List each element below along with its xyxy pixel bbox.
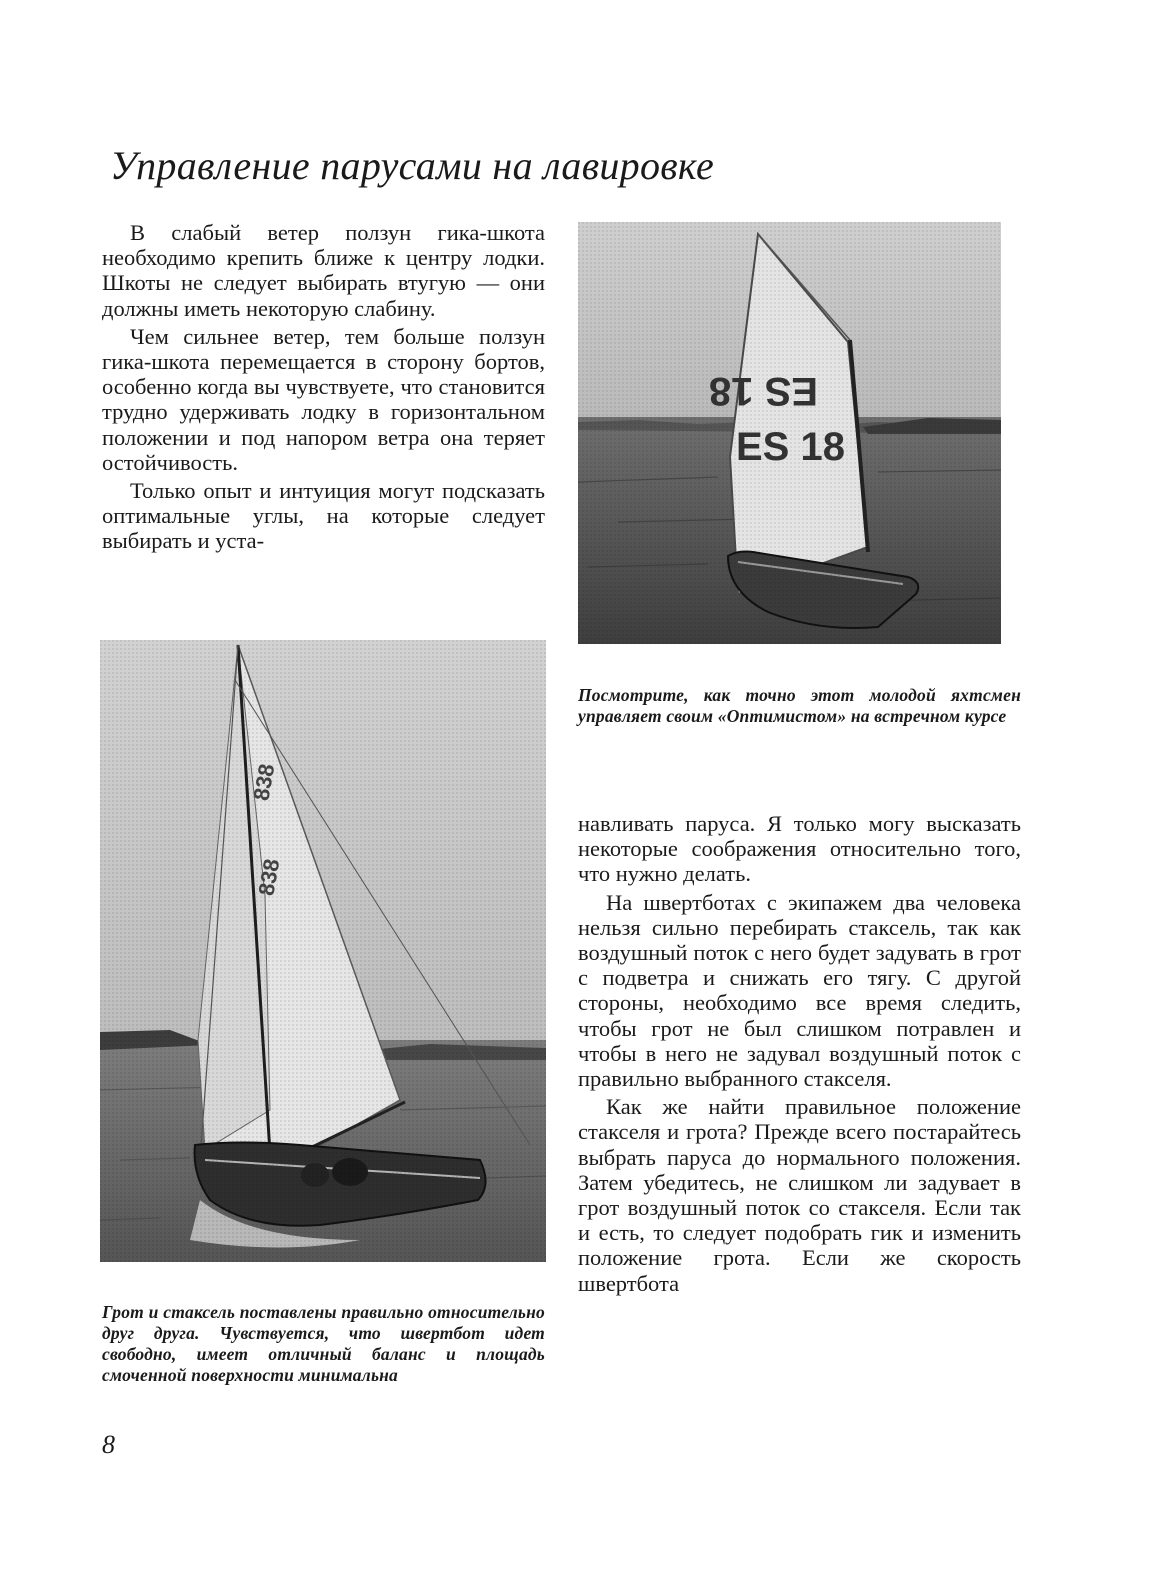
optimist-photo-image [578,222,1001,644]
sailboat-photo [100,640,546,1262]
sailboat-photo-caption: Грот и стаксель поставлены правильно относительно друг друга. Чувствуется, что швертбот идет свободно, имеет отличный баланс и площадь смоченной поверхности минимальна [102,1302,545,1385]
paragraph: В слабый ветер ползун гика-шкота необходимо крепить ближе к центру лодки. Шкоты не следует выбирать втугую — они должны иметь некоторую слабину. [102,220,545,321]
left-text-column [102,220,545,554]
paragraph-continuation: навливать паруса. Я только могу высказать некоторые соображения относительно того, что нужно делать. [578,811,1021,887]
paragraph: Чем сильнее ветер, тем больше ползун гика-шкота перемещается в сторону бортов, особенно когда вы чувствуете, что становится трудно удерживать лодку в горизонтальном положении и под напором ветра она теряет остойчивость. [102,323,545,475]
optimist-photo [578,222,1001,644]
paragraph: На швертботах с экипажем два человека нельзя сильно перебирать стаксель, так как воздушный поток с него будет задувать в грот с подветра и снижать его тягу. С другой стороны, необходимо все время следить, чтобы грот не был слишком потравлен и чтобы в него не задувал воздушный поток с правильно выбранного стакселя. [578,889,1021,1092]
page-number: 8 [102,1430,115,1459]
sailboat-photo-image [100,640,546,1262]
optimist-photo-caption: Посмотрите, как точно этот молодой яхтсмен управляет своим «Оптимистом» на встречном курсе [578,685,1021,726]
paragraph: Как же найти правильное положение стакселя и грота? Прежде всего постарайтесь выбрать паруса до нормального положения. Затем убедитесь, не слишком ли задувает в грот воздушный поток со стакселя. Если так и есть, то следует подобрать гик и изменить положение грота. Если же скорость швертбота [578,1094,1021,1296]
page-title: Управление парусами на лавировке [110,143,714,188]
paragraph: Только опыт и интуиция могут подсказать оптимальные углы, на которые следует выбирать и уста- [102,478,545,554]
right-text-column [578,811,1021,1296]
